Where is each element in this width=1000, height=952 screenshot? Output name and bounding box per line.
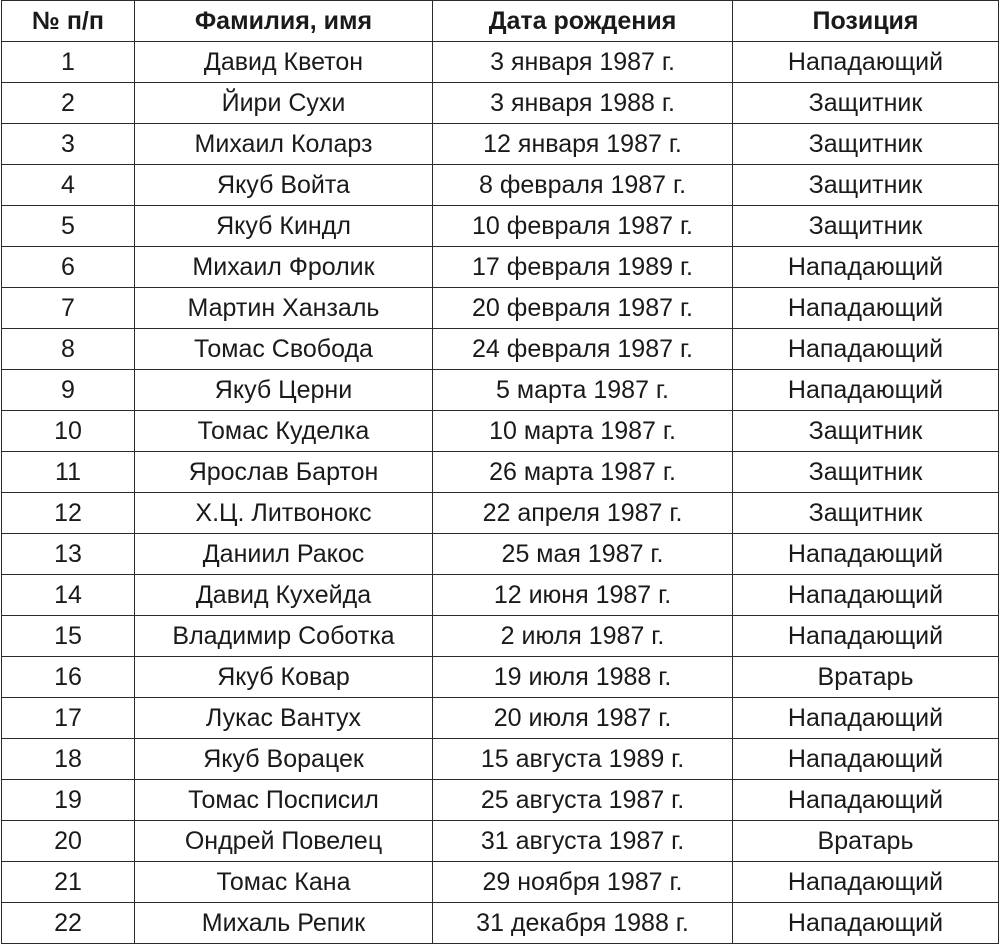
- cell-position: Защитник: [733, 411, 999, 452]
- cell-position: Нападающий: [733, 329, 999, 370]
- table-row: [2, 821, 999, 862]
- table-row: [2, 657, 999, 698]
- cell-position: Вратарь: [733, 657, 999, 698]
- cell-birth-date: 25 августа 1987 г.: [433, 780, 733, 821]
- cell-name: Лукас Вантух: [135, 698, 433, 739]
- table-row: [2, 83, 999, 124]
- cell-position: Защитник: [733, 206, 999, 247]
- table-row: [2, 370, 999, 411]
- table-row: [2, 534, 999, 575]
- table-row: [2, 698, 999, 739]
- table-row: [2, 616, 999, 657]
- cell-birth-date: 12 января 1987 г.: [433, 124, 733, 165]
- cell-name: Ондрей Повелец: [135, 821, 433, 862]
- cell-birth-date: 3 января 1988 г.: [433, 83, 733, 124]
- cell-name: Йири Сухи: [135, 83, 433, 124]
- cell-number: 17: [2, 698, 135, 739]
- cell-number: 13: [2, 534, 135, 575]
- cell-name: Михаил Коларз: [135, 124, 433, 165]
- table-body: [2, 42, 999, 944]
- cell-name: Якуб Войта: [135, 165, 433, 206]
- cell-number: 16: [2, 657, 135, 698]
- cell-birth-date: 31 августа 1987 г.: [433, 821, 733, 862]
- cell-position: Защитник: [733, 452, 999, 493]
- table-row: [2, 206, 999, 247]
- table-row: [2, 247, 999, 288]
- header-number: № п/п: [2, 1, 135, 42]
- cell-name: Якуб Церни: [135, 370, 433, 411]
- cell-number: 3: [2, 124, 135, 165]
- header-birth-date: Дата рождения: [433, 1, 733, 42]
- cell-birth-date: 8 февраля 1987 г.: [433, 165, 733, 206]
- table-row: [2, 411, 999, 452]
- cell-name: Ярослав Бартон: [135, 452, 433, 493]
- header-row: [2, 1, 999, 42]
- cell-birth-date: 5 марта 1987 г.: [433, 370, 733, 411]
- table-row: [2, 329, 999, 370]
- cell-position: Защитник: [733, 83, 999, 124]
- cell-birth-date: 29 ноября 1987 г.: [433, 862, 733, 903]
- cell-number: 2: [2, 83, 135, 124]
- roster-table: [1, 0, 999, 944]
- cell-number: 20: [2, 821, 135, 862]
- cell-position: Нападающий: [733, 862, 999, 903]
- table-row: [2, 575, 999, 616]
- cell-birth-date: 20 февраля 1987 г.: [433, 288, 733, 329]
- cell-birth-date: 3 января 1987 г.: [433, 42, 733, 83]
- cell-name: Владимир Соботка: [135, 616, 433, 657]
- cell-position: Нападающий: [733, 739, 999, 780]
- cell-birth-date: 24 февраля 1987 г.: [433, 329, 733, 370]
- table-row: [2, 288, 999, 329]
- header-name: Фамилия, имя: [135, 1, 433, 42]
- cell-name: Якуб Ковар: [135, 657, 433, 698]
- table-row: [2, 780, 999, 821]
- cell-position: Нападающий: [733, 370, 999, 411]
- cell-name: Х.Ц. Литвонокс: [135, 493, 433, 534]
- table-row: [2, 452, 999, 493]
- cell-position: Вратарь: [733, 821, 999, 862]
- cell-number: 8: [2, 329, 135, 370]
- cell-number: 6: [2, 247, 135, 288]
- cell-position: Защитник: [733, 493, 999, 534]
- cell-birth-date: 19 июля 1988 г.: [433, 657, 733, 698]
- cell-birth-date: 10 февраля 1987 г.: [433, 206, 733, 247]
- cell-birth-date: 31 декабря 1988 г.: [433, 903, 733, 944]
- cell-name: Михаль Репик: [135, 903, 433, 944]
- cell-position: Нападающий: [733, 247, 999, 288]
- cell-name: Давид Кветон: [135, 42, 433, 83]
- cell-birth-date: 26 марта 1987 г.: [433, 452, 733, 493]
- table-header: [2, 1, 999, 42]
- cell-number: 14: [2, 575, 135, 616]
- table-row: [2, 124, 999, 165]
- cell-birth-date: 12 июня 1987 г.: [433, 575, 733, 616]
- table-row: [2, 42, 999, 83]
- cell-number: 1: [2, 42, 135, 83]
- cell-name: Даниил Ракос: [135, 534, 433, 575]
- cell-position: Защитник: [733, 165, 999, 206]
- cell-birth-date: 2 июля 1987 г.: [433, 616, 733, 657]
- cell-position: Нападающий: [733, 698, 999, 739]
- cell-name: Томас Кана: [135, 862, 433, 903]
- cell-birth-date: 20 июля 1987 г.: [433, 698, 733, 739]
- cell-number: 22: [2, 903, 135, 944]
- cell-number: 19: [2, 780, 135, 821]
- cell-number: 9: [2, 370, 135, 411]
- cell-number: 5: [2, 206, 135, 247]
- cell-name: Михаил Фролик: [135, 247, 433, 288]
- cell-birth-date: 10 марта 1987 г.: [433, 411, 733, 452]
- cell-name: Якуб Киндл: [135, 206, 433, 247]
- table-row: [2, 739, 999, 780]
- cell-number: 4: [2, 165, 135, 206]
- cell-position: Защитник: [733, 124, 999, 165]
- cell-name: Мартин Ханзаль: [135, 288, 433, 329]
- cell-number: 15: [2, 616, 135, 657]
- cell-name: Якуб Ворацек: [135, 739, 433, 780]
- cell-position: Нападающий: [733, 42, 999, 83]
- cell-name: Томас Свобода: [135, 329, 433, 370]
- cell-number: 11: [2, 452, 135, 493]
- cell-number: 18: [2, 739, 135, 780]
- cell-position: Нападающий: [733, 288, 999, 329]
- cell-name: Давид Кухейда: [135, 575, 433, 616]
- cell-number: 7: [2, 288, 135, 329]
- cell-birth-date: 17 февраля 1989 г.: [433, 247, 733, 288]
- table-row: [2, 862, 999, 903]
- cell-position: Нападающий: [733, 903, 999, 944]
- header-position: Позиция: [733, 1, 999, 42]
- cell-position: Нападающий: [733, 534, 999, 575]
- table-row: [2, 493, 999, 534]
- cell-name: Томас Куделка: [135, 411, 433, 452]
- cell-position: Нападающий: [733, 616, 999, 657]
- cell-position: Нападающий: [733, 780, 999, 821]
- cell-number: 10: [2, 411, 135, 452]
- table-row: [2, 165, 999, 206]
- cell-name: Томас Посписил: [135, 780, 433, 821]
- cell-number: 21: [2, 862, 135, 903]
- cell-birth-date: 22 апреля 1987 г.: [433, 493, 733, 534]
- cell-birth-date: 25 мая 1987 г.: [433, 534, 733, 575]
- table-row: [2, 903, 999, 944]
- cell-birth-date: 15 августа 1989 г.: [433, 739, 733, 780]
- cell-number: 12: [2, 493, 135, 534]
- cell-position: Нападающий: [733, 575, 999, 616]
